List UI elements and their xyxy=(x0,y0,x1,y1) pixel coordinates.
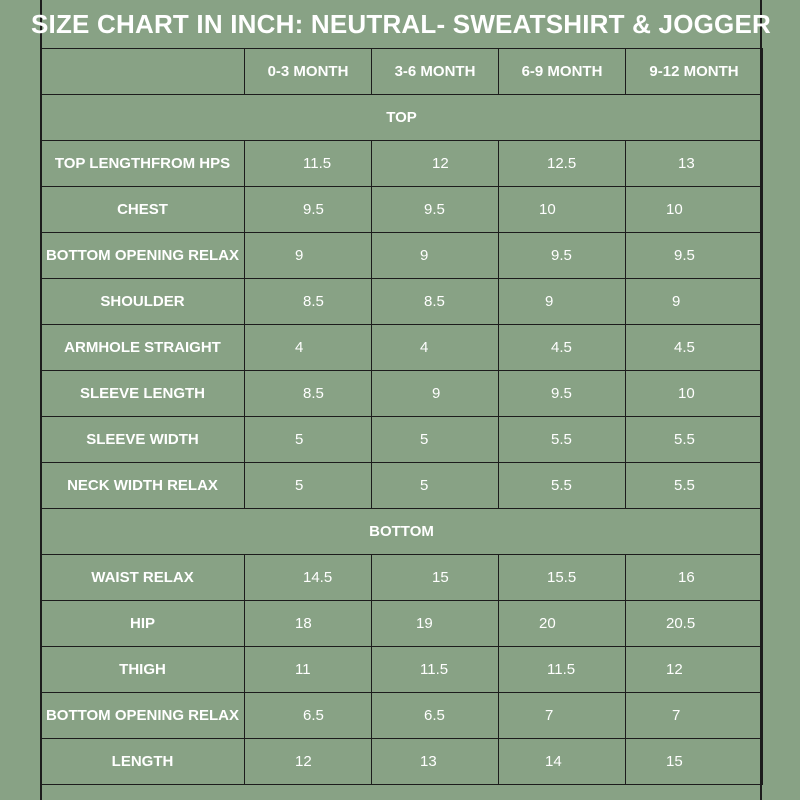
table-row xyxy=(41,555,763,601)
measurement-label: NECK WIDTH RELAX xyxy=(41,463,245,509)
size-value-cell: 4.5 xyxy=(499,325,626,371)
size-value-cell: 10 xyxy=(626,187,763,233)
measurement-label: LENGTH xyxy=(41,739,245,785)
size-value-cell: 20 xyxy=(499,601,626,647)
size-value-cell: 13 xyxy=(626,141,763,187)
size-value-cell: 11.5 xyxy=(372,647,499,693)
measurement-label: BOTTOM OPENING RELAX xyxy=(41,693,245,739)
size-value-cell: 16 xyxy=(626,555,763,601)
size-value-cell: 9 xyxy=(626,279,763,325)
measurement-label: SLEEVE LENGTH xyxy=(41,371,245,417)
size-value-cell: 9 xyxy=(245,233,372,279)
size-value-cell: 9 xyxy=(499,279,626,325)
header-corner-cell xyxy=(41,49,245,95)
size-value-cell: 9.5 xyxy=(499,233,626,279)
measurement-label: SHOULDER xyxy=(41,279,245,325)
size-value-cell: 13 xyxy=(372,739,499,785)
size-value-cell: 5.5 xyxy=(499,417,626,463)
size-value-cell: 4 xyxy=(245,325,372,371)
size-value-cell: 14.5 xyxy=(245,555,372,601)
size-value-cell: 11.5 xyxy=(245,141,372,187)
size-value-cell: 10 xyxy=(626,371,763,417)
measurement-label: TOP LENGTHFROM HPS xyxy=(41,141,245,187)
size-value-cell: 12 xyxy=(245,739,372,785)
size-value-cell: 9.5 xyxy=(499,371,626,417)
size-value-cell: 14 xyxy=(499,739,626,785)
table-row xyxy=(41,417,763,463)
table-row xyxy=(41,647,763,693)
measurement-label: THIGH xyxy=(41,647,245,693)
measurement-label: BOTTOM OPENING RELAX xyxy=(41,233,245,279)
measurement-label: ARMHOLE STRAIGHT xyxy=(41,325,245,371)
size-value-cell: 15 xyxy=(626,739,763,785)
size-value-cell: 5.5 xyxy=(626,463,763,509)
column-header: 6-9 MONTH xyxy=(499,49,626,95)
size-value-cell: 9 xyxy=(372,371,499,417)
size-value-cell: 4.5 xyxy=(626,325,763,371)
table-row xyxy=(41,601,763,647)
table-row xyxy=(41,739,763,785)
size-value-cell: 5 xyxy=(372,463,499,509)
size-value-cell: 8.5 xyxy=(245,279,372,325)
top-section-label: TOP xyxy=(41,95,763,141)
size-value-cell: 7 xyxy=(626,693,763,739)
size-value-cell: 10 xyxy=(499,187,626,233)
column-header: 0-3 MONTH xyxy=(245,49,372,95)
top-section-row xyxy=(41,95,763,141)
size-chart-body xyxy=(41,49,763,785)
size-value-cell: 19 xyxy=(372,601,499,647)
table-row xyxy=(41,141,763,187)
column-header: 3-6 MONTH xyxy=(372,49,499,95)
size-value-cell: 8.5 xyxy=(245,371,372,417)
size-value-cell: 9 xyxy=(372,233,499,279)
size-value-cell: 5 xyxy=(372,417,499,463)
column-header: 9-12 MONTH xyxy=(626,49,763,95)
size-value-cell: 12 xyxy=(626,647,763,693)
size-value-cell: 9.5 xyxy=(372,187,499,233)
size-value-cell: 5.5 xyxy=(499,463,626,509)
bottom-section-label: BOTTOM xyxy=(41,509,763,555)
chart-title: SIZE CHART IN INCH: NEUTRAL- SWEATSHIRT & JOGGER xyxy=(31,8,771,39)
table-row xyxy=(41,693,763,739)
header-row xyxy=(41,49,763,95)
bottom-section-row xyxy=(41,509,763,555)
size-value-cell: 8.5 xyxy=(372,279,499,325)
size-value-cell: 6.5 xyxy=(245,693,372,739)
table-row xyxy=(41,325,763,371)
size-value-cell: 4 xyxy=(372,325,499,371)
table-row xyxy=(41,371,763,417)
table-row xyxy=(41,463,763,509)
measurement-label: HIP xyxy=(41,601,245,647)
size-value-cell: 12.5 xyxy=(499,141,626,187)
size-value-cell: 5 xyxy=(245,417,372,463)
size-value-cell: 9.5 xyxy=(245,187,372,233)
size-chart-table xyxy=(40,48,763,785)
size-value-cell: 11.5 xyxy=(499,647,626,693)
measurement-label: WAIST RELAX xyxy=(41,555,245,601)
measurement-label: CHEST xyxy=(41,187,245,233)
size-value-cell: 20.5 xyxy=(626,601,763,647)
measurement-label: SLEEVE WIDTH xyxy=(41,417,245,463)
size-value-cell: 11 xyxy=(245,647,372,693)
size-value-cell: 7 xyxy=(499,693,626,739)
table-row xyxy=(41,187,763,233)
size-value-cell: 12 xyxy=(372,141,499,187)
size-value-cell: 6.5 xyxy=(372,693,499,739)
size-value-cell: 18 xyxy=(245,601,372,647)
size-value-cell: 15 xyxy=(372,555,499,601)
size-value-cell: 5 xyxy=(245,463,372,509)
size-value-cell: 5.5 xyxy=(626,417,763,463)
size-value-cell: 9.5 xyxy=(626,233,763,279)
table-row xyxy=(41,279,763,325)
table-row xyxy=(41,233,763,279)
size-value-cell: 15.5 xyxy=(499,555,626,601)
